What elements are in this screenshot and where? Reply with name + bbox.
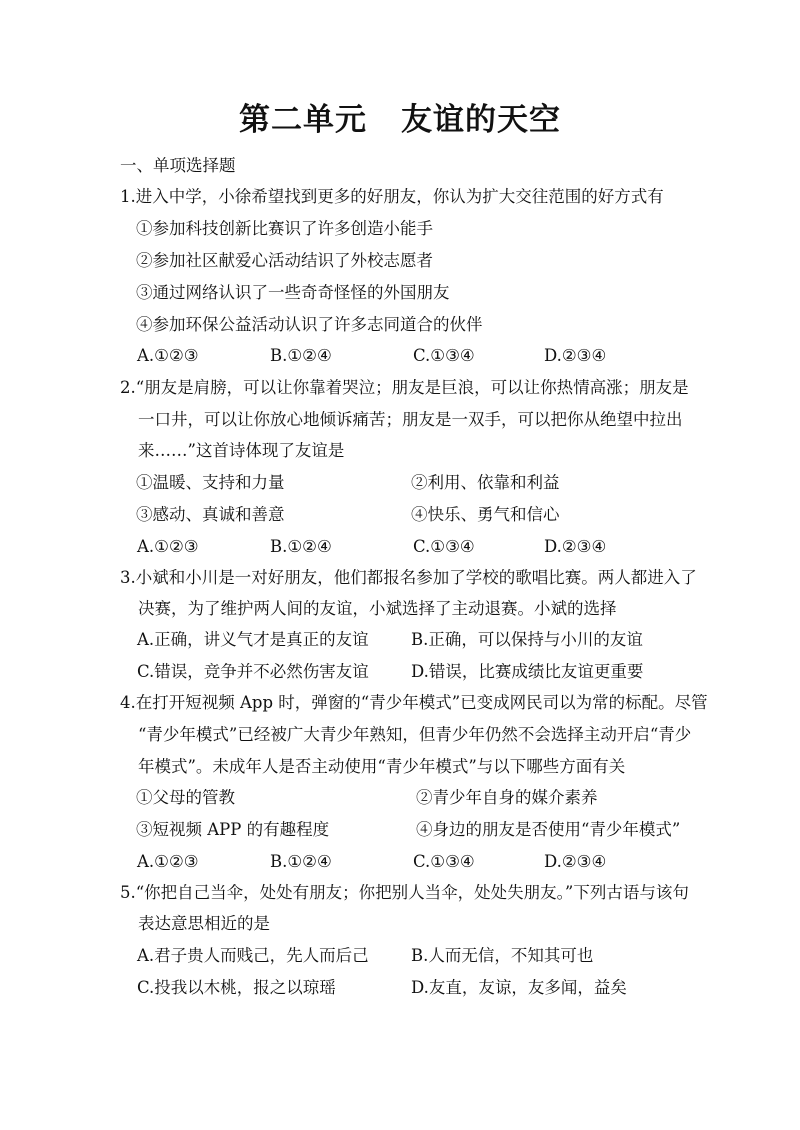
- question-4-item: ④身边的朋友是否使用“青少年模式”: [416, 820, 681, 839]
- question-5-choice-d: D.友直，友谅，友多闻，益矣: [411, 978, 627, 997]
- question-2-item: ①温暖、支持和力量: [136, 473, 285, 492]
- question-4-item: ②青少年自身的媒介素养: [416, 788, 598, 807]
- question-1-item: ③通过网络认识了一些奇奇怪怪的外国朋友: [136, 283, 450, 302]
- question-1-item: ①参加科技创新比赛识了许多创造小能手: [136, 219, 433, 238]
- question-4-choice-a: A.①②③: [137, 852, 199, 871]
- question-2-item: ②利用、依靠和利益: [411, 473, 560, 492]
- question-3-choice-a: A.正确，讲义气才是真正的友谊: [137, 630, 369, 649]
- question-4-choice-c: C.①③④: [413, 852, 475, 871]
- question-3-choice-c: C.错误，竞争并不必然伤害友谊: [137, 662, 369, 681]
- question-3-choice-b: B.正确，可以保持与小川的友谊: [411, 630, 643, 649]
- question-2-stem: 一口井，可以让你放心地倾诉痛苦；朋友是一双手，可以把你从绝望中拉出: [138, 410, 683, 429]
- question-2-item: ④快乐、勇气和信心: [411, 505, 560, 524]
- unit-name: 友谊的天空: [401, 102, 561, 138]
- question-1-choice-b: B.①②④: [270, 346, 332, 365]
- question-4-stem: 年模式”。未成年人是否主动使用“青少年模式”与以下哪些方面有关: [138, 757, 626, 776]
- question-1-choice-a: A.①②③: [137, 346, 199, 365]
- question-1-item: ②参加社区献爱心活动结识了外校志愿者: [136, 251, 433, 270]
- question-1-choice-d: D.②③④: [544, 346, 607, 365]
- page-title: [0, 94, 800, 139]
- question-2-stem: 2.“朋友是肩膀，可以让你靠着哭泣；朋友是巨浪，可以让你热情高涨；朋友是: [120, 378, 689, 397]
- question-5-stem: 5.“你把自己当伞，处处有朋友；你把别人当伞，处处失朋友。”下列古语与该句: [120, 883, 689, 902]
- question-5-stem: 表达意思相近的是: [138, 914, 270, 933]
- question-1-stem: 1.进入中学，小徐希望找到更多的好朋友，你认为扩大交往范围的好方式有: [120, 187, 664, 206]
- question-4-stem: “青少年模式”已经被广大青少年熟知，但青少年仍然不会选择主动开启“青少: [138, 725, 692, 744]
- question-4-choice-b: B.①②④: [270, 852, 332, 871]
- question-2-item: ③感动、真诚和善意: [136, 505, 285, 524]
- question-3-stem: 决赛，为了维护两人间的友谊，小斌选择了主动退赛。小斌的选择: [138, 599, 617, 618]
- question-2-choice-c: C.①③④: [413, 537, 475, 556]
- question-2-choice-d: D.②③④: [544, 537, 607, 556]
- question-5-choice-c: C.投我以木桃，报之以琼瑶: [137, 978, 336, 997]
- question-3-stem: 3.小斌和小川是一对好朋友，他们都报名参加了学校的歌唱比赛。两人都进入了: [120, 568, 697, 587]
- question-5-choice-a: A.君子贵人而贱己，先人而后己: [137, 946, 369, 965]
- question-4-choice-d: D.②③④: [544, 852, 607, 871]
- question-1-item: ④参加环保公益活动认识了许多志同道合的伙伴: [136, 315, 483, 334]
- question-2-choice-a: A.①②③: [137, 537, 199, 556]
- question-3-choice-d: D.错误，比赛成绩比友谊更重要: [411, 662, 644, 681]
- section-heading: 一、单项选择题: [120, 156, 236, 175]
- question-1-choice-c: C.①③④: [413, 346, 475, 365]
- question-2-stem: 来……”这首诗体现了友谊是: [138, 441, 345, 460]
- unit-label: 第二单元: [239, 102, 367, 138]
- question-2-choice-b: B.①②④: [270, 537, 332, 556]
- question-5-choice-b: B.人而无信，不知其可也: [411, 946, 594, 965]
- question-4-stem: 4.在打开短视频 App 时，弹窗的“青少年模式”已变成网民司以为常的标配。尽管: [120, 693, 708, 712]
- question-4-item: ③短视频 APP 的有趣程度: [136, 820, 330, 839]
- question-4-item: ①父母的管教: [136, 788, 235, 807]
